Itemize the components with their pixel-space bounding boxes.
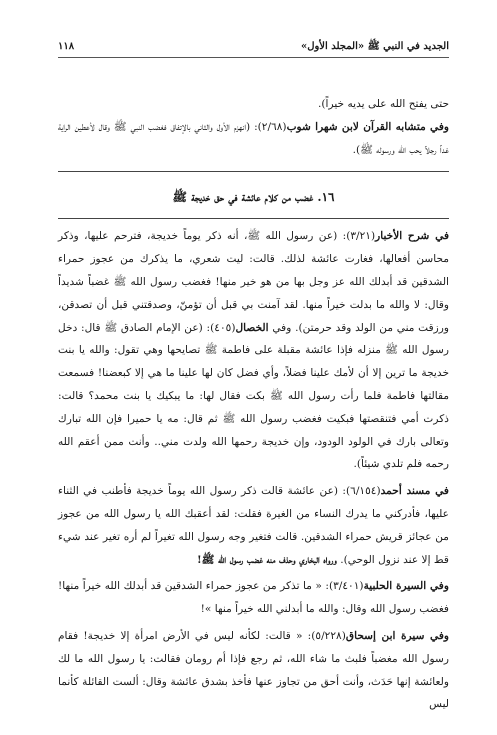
intro-paragraph-2	[58, 116, 449, 162]
document-page	[0, 40, 497, 735]
intro-text: حتى يفتح الله على يديه خيراً).	[318, 98, 449, 110]
running-header	[58, 40, 449, 58]
intro-paragraph-1	[58, 93, 449, 116]
page-number: ١١٨	[58, 41, 75, 52]
body-paragraph-3	[58, 575, 449, 621]
citation-source: وفي السيرة الحلبية	[363, 580, 449, 593]
citation-text: (٤٠٥): (عن الإمام الصادق ﷺ قال: دخل رسول الله ﷺ منزله فإذا عائشة مقبلة على فاطمة ﷺ تصايحها وهي تقول: والله يا بنت خديجة ما ترين إلا أن لأمك علينا فضلاً، وأي فضل كان لها علينا ما هي إلا كبعضنا! فسمعت مقالتها فاطمة فلما رأت رسول الله ﷺ بكت فقال لها: ما يبكيك يا بنت محمد؟ قالت: ذكرت أمي فتنقصتها فبكيت فغضب رسول الله ﷺ ثم قال: مه يا حميرا فإن الله تبارك وتعالى بارك في الولود الودود، وإن خديجة رحمها الله ولدت مني.. وأنت ممن أعقم الله رحمه فلم تلدي شيئاً).	[58, 321, 449, 471]
section-divider-top	[58, 171, 449, 172]
section-title: ١٦. غضب من كلام عائشة في حق خديجة ﷺ	[172, 190, 335, 205]
citation-source: الخصال	[235, 321, 269, 334]
citation-source: وفي سيرة ابن إسحاق	[345, 629, 449, 642]
section-divider-bottom	[58, 218, 449, 219]
citation-text: (٣/٤٠١): « ما تذكر من عجوز حمراء الشدقين قد أبدلك الله خيراً منها! فغضب رسول الله وقال: والله ما أبدلني الله خيراً منها »!	[58, 580, 449, 616]
citation-text: (٢/٦٨): (انهزم الأول والثاني بالإتفاق فغضب النبي ﷺ وقال لأعطين الراية غداً رجلاً يحب الله ورسوله ﷺ).	[58, 120, 449, 156]
citation-source: وفي متشابه القرآن لابن شهرا شوب	[286, 120, 449, 133]
citation-text: (٥/٢٢٨): « قالت: لكأنه ليس في الأرض امرأة إلا خديجة! فقام رسول الله مغضباً فلبث ما شاء الله، ثم رجع فإذا أم رومان فقالت: يا رسول الله ما لك ولعائشة إنها حَدَث، وأنت أحق من تجاوز عنها فأخذ بشدق عائشة وقال: ألست القائلة كأنما ليس	[58, 629, 449, 711]
emphasis-note: ورواه البخاري وحذف منه غضب رسول الله ﷺ!	[197, 553, 337, 566]
body-paragraph-1	[58, 225, 449, 476]
body-paragraph-2	[58, 480, 449, 571]
citation-text: (٦/١٥٤): (عن عائشة قالت ذكر رسول الله يوماً خديجة فأطنب في الثناء عليها، فأدركني ما يدرك النساء من الغيرة فقلت: لقد أعقبك الله يا رسول الله من عجوز من عجائز قريش حمراء الشدقين. قالت فتغير وجه رسول الله تغيراً لم أره تغير عند شيء قط إلا عند نزول الوحي).	[58, 485, 449, 566]
header-title: الجديد في النبي ﷺ «المجلد الأول»	[300, 41, 449, 52]
body-paragraph-4	[58, 625, 449, 716]
citation-source: في شرح الأخبار	[375, 230, 450, 243]
citation-source: في مسند أحمد	[380, 485, 449, 498]
citation-text: (٣/٢١): (عن رسول الله ﷺ، أنه ذكر يوماً خديجة، فترحم عليها، وذكر محاسن أفعالها، فغارت عائشة لذلك. قالت: ليت شعري، ما يذكرك من عجوز حمراء الشدقين قد أبدلك الله عز وجل بها من هو خير منها! فغضب رسول الله ﷺ غضباً شديداً وقال: لا والله ما بدلت خيراً منها. لقد آمنت بي قبل أن تؤمنّ، وصدقتني قبل أن تصدقن، ورزقت مني من الولد وقد حرمتن). وفي	[58, 230, 449, 334]
